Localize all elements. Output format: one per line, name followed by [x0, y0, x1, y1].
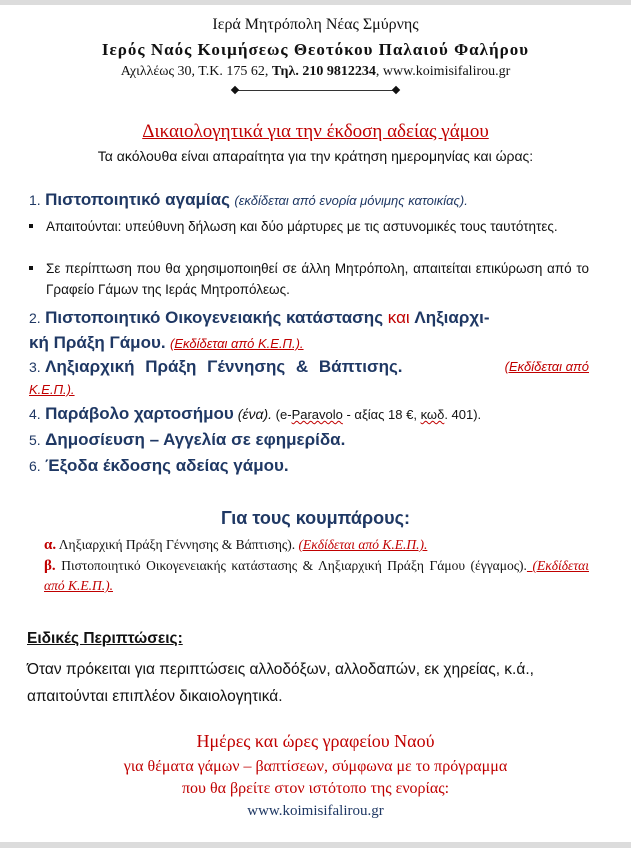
address: Αχιλλέως 30, Τ.Κ. 175 62, [120, 64, 272, 79]
item-note: (Εκδίδεται από [504, 359, 589, 374]
item-note: (Εκδίδεται από Κ.Ε.Π.). [170, 336, 304, 351]
item-note: (εκδίδεται από ενορία μόνιμης κατοικίας). [234, 193, 468, 208]
sponsor-label: β. [44, 558, 56, 574]
requirement-item-3 [29, 356, 589, 401]
header-divider [235, 90, 397, 91]
document-subtitle: Τα ακόλουθα είναι απαραίτητα για την κράτηση ημερομηνίας και ώρας: [97, 148, 534, 164]
bullet-text: Σε περίπτωση που θα χρησιμοποιηθεί σε άλλη Μητρόπολη, απαιτείται επικύρωση από το Γραφείο Γάμων της Ιεράς Μητροπόλεως. [46, 261, 589, 297]
special-cases-heading: Ειδικές Περιπτώσεις: [27, 630, 183, 647]
requirement-item-4 [29, 404, 589, 424]
item-note-cont: Κ.Ε.Π.). [29, 382, 75, 397]
item-detail-a: (e- [272, 407, 292, 422]
contact-line [0, 64, 631, 80]
item-detail-c: . 401). [444, 407, 482, 422]
item-number: 3. [29, 359, 41, 375]
item-title: Δημοσίευση – Αγγελία σε εφημερίδα. [45, 430, 346, 449]
item-number: 2. [29, 310, 41, 326]
bullet-square-icon [29, 266, 33, 270]
sponsor-item-a [44, 535, 589, 555]
requirement-item-5 [29, 430, 589, 450]
requirement-item-2 [29, 306, 589, 356]
item-number: 5. [29, 432, 41, 448]
item-title: Παράβολο χαρτοσήμου [45, 404, 234, 423]
item-title: Πιστοποιητικό Οικογενειακής κατάστασης [45, 308, 384, 327]
item-detail-b: - αξίας 18 €, [342, 407, 421, 422]
item-title: Ληξιαρχική Πράξη Γέννησης & Βάπτισης. [45, 357, 403, 376]
office-hours-line-2: για θέματα γάμων – βαπτίσεων, σύμφωνα με το πρόγραμμα [123, 758, 508, 775]
phone: Τηλ. 210 9812234 [271, 64, 376, 79]
item-number: 6. [29, 458, 41, 474]
sponsor-text: Πιστοποιητικό Οικογενειακής κατάστασης & Ληξιαρχική Πράξη Γάμου (έγγαμος). [55, 558, 527, 573]
sponsors-heading: Για τους κουμπάρους: [221, 508, 410, 528]
item-number: 4. [29, 406, 41, 422]
item-quantity: (ένα). [233, 406, 273, 422]
item-detail-paravolo: Paravolo [291, 407, 343, 422]
requirement-item-1 [29, 190, 589, 210]
website-inline: , www.koimisifalirou.gr [375, 64, 511, 79]
bullet-square-icon [29, 224, 33, 228]
item-title-b-cont: κή Πράξη Γάμου. [29, 333, 166, 352]
sponsor-note: (Εκδίδεται από Κ.Ε.Π.). [44, 558, 589, 593]
divider-right-diamond-icon [392, 86, 400, 94]
special-cases-text: Όταν πρόκειται για περιπτώσεις αλλοδόξων, αλλοδαπών, εκ χηρείας, κ.ά., απαιτούνται επιπλέον δικαιολογητικά. [27, 661, 534, 705]
item-title-b: Ληξιαρχι- [414, 308, 490, 327]
website-link[interactable]: www.koimisifalirou.gr [247, 803, 384, 819]
item-conjunction: και [383, 308, 415, 327]
sponsor-note: (Εκδίδεται από Κ.Ε.Π.). [298, 537, 428, 552]
item-detail-code: κωδ [420, 407, 445, 422]
bullet-witnesses [29, 216, 589, 237]
sponsor-text: Ληξιαρχική Πράξη Γέννησης & Βάπτισης). [56, 537, 299, 552]
office-hours-line-3: που θα βρείτε στον ιστότοπο της ενορίας: [181, 780, 450, 797]
page-bottom-edge [0, 842, 631, 848]
church-name: Ιερός Ναός Κοιμήσεως Θεοτόκου Παλαιού Φαλήρου [101, 40, 530, 59]
bullet-other-metropolis [29, 258, 589, 300]
divider-left-diamond-icon [231, 86, 239, 94]
requirement-item-6 [29, 456, 589, 476]
sponsor-label: α. [44, 537, 57, 553]
item-title: Έξοδα έκδοσης αδείας γάμου. [45, 456, 289, 475]
office-hours-title: Ημέρες και ώρες γραφείου Ναού [196, 731, 435, 751]
item-number: 1. [29, 192, 41, 208]
item-title: Πιστοποιητικό αγαμίας [45, 190, 230, 209]
sponsor-item-b [44, 556, 589, 596]
document-title: Δικαιολογητικά για την έκδοση αδείας γάμου [142, 121, 489, 142]
bullet-text: Απαιτούνται: υπεύθυνη δήλωση και δύο μάρτυρες με τις αστυνομικές τους ταυτότητες. [46, 219, 558, 234]
metropolis-name: Ιερά Μητρόπολη Νέας Σμύρνης [212, 16, 419, 33]
